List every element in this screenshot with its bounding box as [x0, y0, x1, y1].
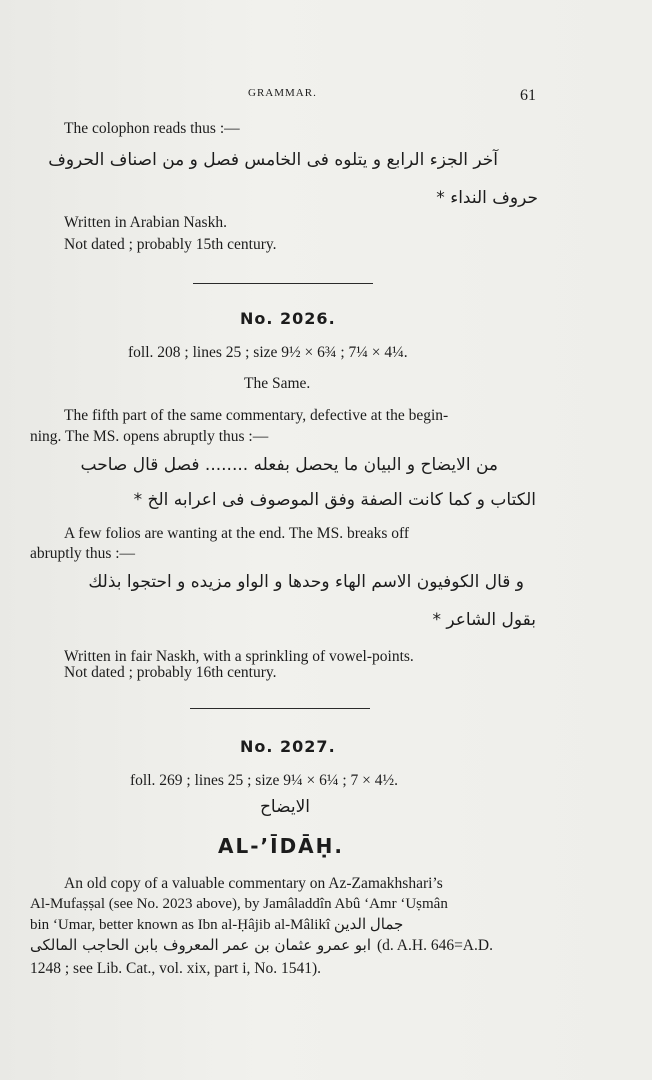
arabic-quote-line: بقول الشاعر * [432, 610, 536, 630]
arabic-name: ابو عمرو عثمان بن عمر المعروف بابن الحاجب المالكى [30, 936, 371, 954]
date-note: Not dated ; probably 16th century. [64, 664, 277, 681]
running-title: GRAMMAR. [248, 87, 317, 99]
section-divider [193, 283, 373, 284]
paragraph-line: Al-Mufaṣṣal (see No. 2023 above), by Jamâladdîn Abû ‘Amr ‘Uṣmân [30, 896, 448, 912]
paragraph-line-mixed [30, 935, 493, 956]
script-note: Written in fair Naskh, with a sprinkling of vowel-points. [64, 648, 414, 665]
colophon-intro: The colophon reads thus :— [64, 120, 240, 137]
paragraph-line: bin ‘Umar, better known as Ibn al-Ḥâjib al-Mâlikî جمال الدين [30, 917, 404, 933]
colophon-arabic-line-2: حروف النداء * [436, 188, 538, 208]
colophon-arabic-line-1: آخر الجزء الرابع و يتلوه فى الخامس فصل و من اصناف الحروف [48, 150, 498, 170]
work-title: AL-’ĪDĀḤ. [218, 834, 344, 858]
entry-number-2027: No. 2027. [240, 737, 336, 756]
paragraph-line: 1248 ; see Lib. Cat., vol. xix, part i, No. 1541). [30, 960, 322, 977]
section-divider [190, 708, 370, 709]
arabic-quote-line: الكتاب و كما كانت الصفة وفق الموصوف فى اعرابه الخ * [133, 490, 536, 510]
paragraph-line: The fifth part of the same commentary, defective at the begin- [64, 407, 449, 424]
paragraph-line: An old copy of a valuable commentary on Az-Zamakhshari’s [64, 875, 443, 892]
arabic-title: الايضاح [259, 797, 310, 817]
paragraph-line: A few folios are wanting at the end. The MS. breaks off [64, 525, 410, 542]
date-tail: (d. A.H. 646=A.D. [377, 937, 493, 954]
arabic-quote-line: و قال الكوفيون الاسم الهاء وحدها و الواو مزيده و احتجوا بذلك [88, 572, 524, 592]
entry-number-2026: No. 2026. [240, 309, 336, 328]
entry-same-2026: The Same. [244, 375, 311, 392]
date-note: Not dated ; probably 15th century. [64, 236, 277, 253]
script-note: Written in Arabian Naskh. [64, 214, 227, 231]
paragraph-line: abruptly thus :— [30, 545, 136, 562]
entry-description-2027: foll. 269 ; lines 25 ; size 9¼ × 6¼ ; 7 × 4½. [130, 772, 399, 789]
page-number: 61 [520, 87, 536, 104]
paragraph-line: ning. The MS. opens abruptly thus :— [30, 428, 269, 445]
arabic-quote-line: من الايضاح و البيان ما يحصل بفعله ........ فصل قال صاحب [80, 455, 498, 475]
entry-description-2026: foll. 208 ; lines 25 ; size 9½ × 6¾ ; 7¼ × 4¼. [128, 344, 408, 361]
